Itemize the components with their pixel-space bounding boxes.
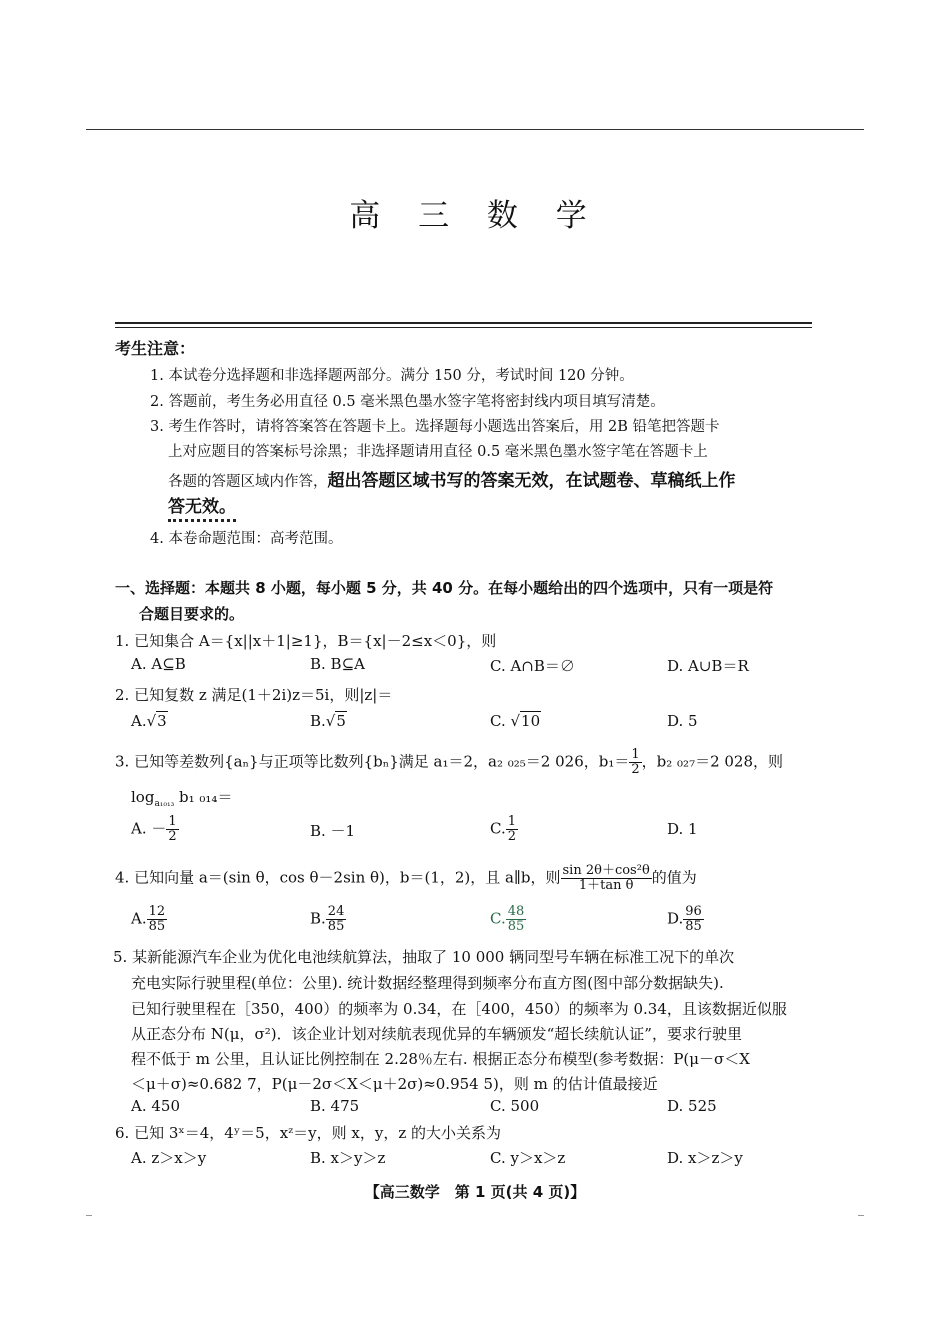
q4-option-a <box>131 905 167 934</box>
q5-option-a: A. 450 <box>131 1097 180 1115</box>
crop-mark-left <box>86 1215 92 1216</box>
q4-option-a-den: 85 <box>148 919 166 934</box>
q4-frac-num: sin 2θ＋cos²θ <box>562 863 650 878</box>
question-6-stem: 6. 已知 3ˣ＝4，4ʸ＝5，xᶻ＝y，则 x，y，z 的大小关系为 <box>115 1124 501 1142</box>
q4-option-c-fraction <box>506 905 527 934</box>
q4-option-a-fraction <box>147 905 168 934</box>
q4-option-d-fraction <box>683 905 704 934</box>
q4-option-a-label: A. <box>131 909 147 928</box>
question-2-stem: 2. 已知复数 z 满足(1＋2i)z＝5i，则|z|＝ <box>115 686 393 704</box>
q3-option-a <box>131 815 179 844</box>
section-heading-cont: 合题目要求的。 <box>139 605 245 623</box>
q3-option-a-fraction <box>166 815 178 844</box>
notice-emphasis: 超出答题区域书写的答案无效，在试题卷、草稿纸上作 <box>328 471 736 491</box>
q3-option-c <box>490 815 518 844</box>
q1-option-a: A. A⊆B <box>131 655 186 673</box>
q4-option-b <box>310 905 346 934</box>
q4-stem-b: 的值为 <box>651 868 697 887</box>
q4-option-c-num: 48 <box>507 904 525 919</box>
question-5-line-1: 5. 某新能源汽车企业为优化电池续航算法，抽取了 10 000 辆同型号车辆在标准工况下的单次 <box>113 948 735 966</box>
notice-item-2: 2. 答题前，考生务必用直径 0.5 毫米黑色墨水签字笔将密封线内项目填写清楚。 <box>150 394 665 410</box>
notice-item-3-text: 各题的答题区域内作答， <box>168 474 328 490</box>
question-4-stem <box>115 864 697 893</box>
notice-item-3-end <box>168 492 236 517</box>
q3-option-a-label: A. － <box>131 819 167 838</box>
q2-option-a: A.√3 <box>131 712 167 730</box>
q2-option-c-value: 10 <box>521 712 541 730</box>
q4-option-b-num: 24 <box>327 904 345 919</box>
q5-option-d: D. 525 <box>667 1097 717 1115</box>
notice-rule <box>115 322 812 328</box>
q4-option-b-fraction <box>326 905 347 934</box>
q6-option-c: C. y＞x＞z <box>490 1149 566 1167</box>
q3-b1-num: 1 <box>631 747 640 762</box>
question-3-stem-line2 <box>131 786 232 809</box>
notice-item-4: 4. 本卷命题范围：高考范围。 <box>150 531 343 547</box>
question-5-line-3: 已知行驶里程在［350，400）的频率为 0.34，在［400，450）的频率为 0.34，且该数据近似服 <box>131 1000 787 1018</box>
section-heading: 一、选择题：本题共 8 小题，每小题 5 分，共 40 分。在每小题给出的四个选项中，只有一项是符 <box>115 579 774 597</box>
q2-option-a-label: A. <box>131 712 147 730</box>
q3-option-d: D. 1 <box>667 820 698 838</box>
q2-option-c: C. √10 <box>490 712 541 730</box>
q3-b1-den: 2 <box>631 762 640 777</box>
q3-log-tail: b₁ ₀₁₄＝ <box>174 788 233 806</box>
q2-option-d: D. 5 <box>667 712 698 730</box>
q2-option-b-value: 5 <box>336 712 346 730</box>
question-5-line-5: 程不低于 m 公里，且认证比例控制在 2.28％左右. 根据正态分布模型(参考数据：P(μ－σ＜X <box>131 1050 750 1068</box>
top-rule <box>86 129 864 130</box>
crop-mark-right <box>858 1215 864 1216</box>
question-5-line-2: 充电实际行驶里程(单位：公里). 统计数据经整理得到频率分布直方图(图中部分数据缺失). <box>131 974 724 992</box>
q2-option-b-label: B. <box>310 712 326 730</box>
notice-item-3-cont2 <box>168 466 822 491</box>
q4-option-a-num: 12 <box>148 904 166 919</box>
q4-option-c-label: C. <box>490 909 506 928</box>
q3-option-a-num: 1 <box>168 814 177 829</box>
q3-option-c-fraction <box>506 815 518 844</box>
notice-emphasis-end: 答无效。 <box>168 497 236 522</box>
q3-log-base: a₁₀₁₃ <box>154 799 175 809</box>
q1-option-b: B. B⊆A <box>310 655 365 673</box>
q3-option-b: B. －1 <box>310 822 356 840</box>
q1-option-c: C. A∩B＝∅ <box>490 657 575 675</box>
q4-option-b-label: B. <box>310 909 326 928</box>
question-3-stem <box>115 748 783 777</box>
q4-option-d-label: D. <box>667 909 684 928</box>
q4-option-c <box>490 905 526 934</box>
q4-stem-a: 4. 已知向量 a＝(sin θ，cos θ－2sin θ)，b＝(1，2)，且 a∥b，则 <box>115 868 561 887</box>
q3-log: log <box>131 788 155 806</box>
q3-b1-fraction <box>629 748 641 777</box>
question-5-line-6: ＜μ＋σ)≈0.682 7，P(μ－2σ＜X＜μ＋2σ)≈0.954 5)，则 m 的估计值最接近 <box>131 1075 658 1093</box>
q2-option-b: B.√5 <box>310 712 346 730</box>
q3-stem-b: ，b₂ ₀₂₇＝2 028，则 <box>641 752 784 771</box>
q6-option-a: A. z＞x＞y <box>131 1149 207 1167</box>
q6-option-d: D. x＞z＞y <box>667 1149 743 1167</box>
q5-option-c: C. 500 <box>490 1097 540 1115</box>
q4-option-d <box>667 905 704 934</box>
q3-option-a-den: 2 <box>168 829 177 844</box>
page-footer: 【高三数学 第 1 页(共 4 页)】 <box>364 1183 586 1201</box>
notice-item-3-cont: 上对应题目的答案标号涂黑；非选择题请用直径 0.5 毫米黑色墨水签字笔在答题卡上 <box>168 444 708 460</box>
q4-frac-den: 1＋tan θ <box>578 878 634 893</box>
q1-option-d: D. A∪B＝R <box>667 657 749 675</box>
page-title: 高 三 数 学 <box>349 198 601 234</box>
q2-option-a-value: 3 <box>157 712 167 730</box>
q4-fraction <box>561 864 652 893</box>
q3-option-c-num: 1 <box>507 814 516 829</box>
q4-option-d-den: 85 <box>685 919 702 934</box>
q5-option-b: B. 475 <box>310 1097 360 1115</box>
question-1-stem: 1. 已知集合 A＝{x||x＋1|≥1}，B＝{x|－2≤x＜0}，则 <box>115 632 497 650</box>
notice-heading: 考生注意： <box>115 339 196 358</box>
q3-option-c-label: C. <box>490 819 506 838</box>
q4-option-b-den: 85 <box>327 919 345 934</box>
notice-item-1: 1. 本试卷分选择题和非选择题两部分。满分 150 分，考试时间 120 分钟。 <box>150 368 634 384</box>
q3-stem-a: 3. 已知等差数列{aₙ}与正项等比数列{bₙ}满足 a₁＝2，a₂ ₀₂₅＝2 026，b₁＝ <box>115 752 630 771</box>
question-5-line-4: 从正态分布 N(μ，σ²)．该企业计划对续航表现优异的车辆颁发“超长续航认证”，要求行驶里 <box>131 1025 742 1043</box>
q4-option-c-den: 85 <box>507 919 525 934</box>
q3-option-c-den: 2 <box>507 829 516 844</box>
q2-option-c-label: C. <box>490 712 506 730</box>
notice-item-3: 3. 考生作答时，请将答案答在答题卡上。选择题每小题选出答案后，用 2B 铅笔把答题卡 <box>150 419 720 435</box>
q6-option-b: B. x＞y＞z <box>310 1149 386 1167</box>
q4-option-d-num: 96 <box>685 904 702 919</box>
